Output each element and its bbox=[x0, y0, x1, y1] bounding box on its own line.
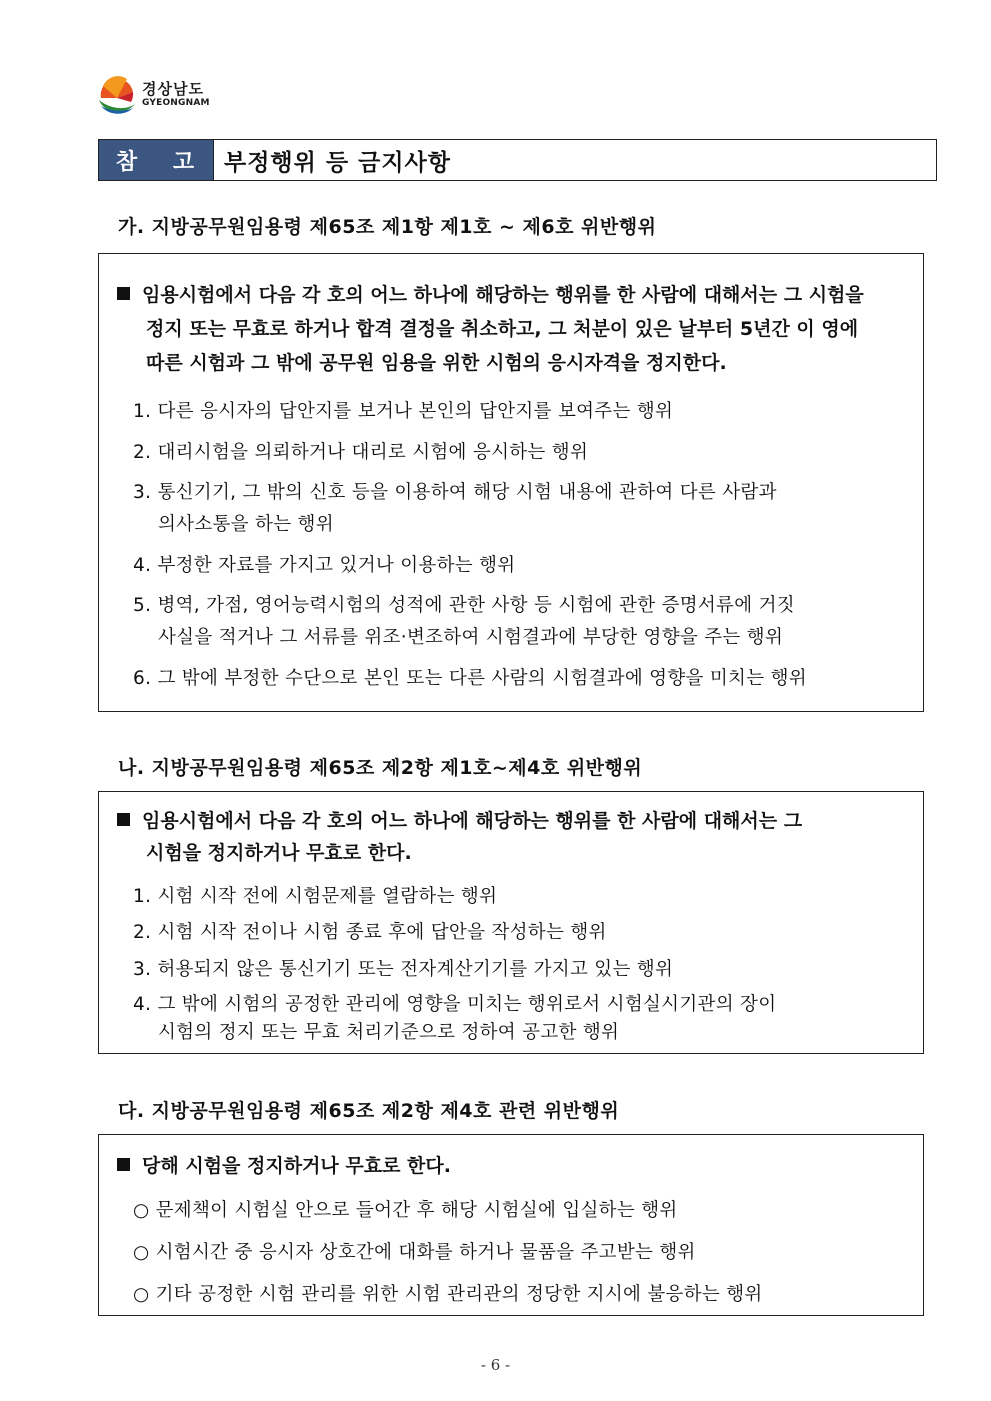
item-number: 4. bbox=[133, 994, 152, 1015]
circle-bullet-icon: ○ bbox=[133, 1200, 150, 1221]
lead-paragraph bbox=[117, 804, 802, 838]
square-bullet-icon bbox=[117, 1158, 130, 1171]
item-number: 1. bbox=[133, 401, 152, 422]
item-text: 그 밖에 시험의 공정한 관리에 영향을 미치는 행위로서 시험실시기관의 장이 bbox=[157, 994, 777, 1015]
list-item bbox=[133, 478, 777, 508]
section-heading-na: 나. 지방공무원임용령 제65조 제2항 제1호~제4호 위반행위 bbox=[118, 757, 643, 779]
list-item bbox=[133, 1196, 678, 1226]
title-bar bbox=[98, 139, 937, 181]
item-text-continued: 사실을 적거나 그 서류를 위조·변조하여 시험결과에 부당한 영향을 주는 행위 bbox=[158, 627, 784, 648]
section-heading-da: 다. 지방공무원임용령 제65조 제2항 제4호 관련 위반행위 bbox=[118, 1100, 620, 1122]
item-number: 6. bbox=[133, 668, 152, 689]
item-text: 기타 공정한 시험 관리를 위한 시험 관리관의 정당한 지시에 불응하는 행위 bbox=[155, 1284, 763, 1305]
list-item bbox=[133, 591, 795, 621]
item-text: 문제책이 시험실 안으로 들어간 후 해당 시험실에 입실하는 행위 bbox=[155, 1200, 678, 1221]
item-text: 병역, 가점, 영어능력시험의 성적에 관한 사항 등 시험에 관한 증명서류에 거짓 bbox=[157, 595, 795, 616]
lead-paragraph bbox=[117, 278, 864, 312]
item-text: 그 밖에 부정한 수단으로 본인 또는 다른 사람의 시험결과에 영향을 미치는 행위 bbox=[157, 668, 807, 689]
item-number: 4. bbox=[133, 555, 152, 576]
lead-line: 정지 또는 무효로 하거나 합격 결정을 취소하고, 그 처분이 있은 날부터 5년간 이 영에 bbox=[146, 318, 859, 340]
circle-bullet-icon: ○ bbox=[133, 1284, 150, 1305]
logo-english-text: GYEONGNAM bbox=[142, 98, 210, 108]
list-item bbox=[133, 955, 673, 985]
list-item bbox=[133, 918, 607, 948]
item-text-continued: 시험의 정지 또는 무효 처리기준으로 정하여 공고한 행위 bbox=[158, 1022, 620, 1043]
list-item bbox=[133, 438, 588, 468]
item-text: 시험 시작 전이나 시험 종료 후에 답안을 작성하는 행위 bbox=[157, 922, 607, 943]
list-item bbox=[133, 664, 807, 694]
list-item bbox=[133, 1238, 696, 1268]
item-number: 3. bbox=[133, 959, 152, 980]
item-text: 다른 응시자의 답안지를 보거나 본인의 답안지를 보여주는 행위 bbox=[157, 401, 674, 422]
list-item bbox=[133, 882, 497, 912]
item-number: 1. bbox=[133, 886, 152, 907]
section-heading-ga: 가. 지방공무원임용령 제65조 제1항 제1호 ~ 제6호 위반행위 bbox=[118, 216, 657, 238]
list-item bbox=[133, 1280, 763, 1310]
section-box-da bbox=[98, 1134, 924, 1316]
item-number: 3. bbox=[133, 482, 152, 503]
item-text-continued: 의사소통을 하는 행위 bbox=[158, 514, 334, 535]
item-text: 시험 시작 전에 시험문제를 열람하는 행위 bbox=[157, 886, 498, 907]
logo-korean-text: 경상남도 bbox=[142, 80, 204, 98]
list-item bbox=[133, 990, 776, 1020]
lead-line: 임용시험에서 다음 각 호의 어느 하나에 해당하는 행위를 한 사람에 대해서는 그 bbox=[142, 810, 803, 832]
page-number: - 6 - bbox=[480, 1356, 511, 1374]
item-text: 허용되지 않은 통신기기 또는 전자계산기기를 가지고 있는 행위 bbox=[157, 959, 674, 980]
item-text: 시험시간 중 응시자 상호간에 대화를 하거나 물품을 주고받는 행위 bbox=[155, 1242, 696, 1263]
section-box-na bbox=[98, 791, 924, 1054]
gyeongnam-logo bbox=[97, 72, 227, 118]
item-text: 통신기기, 그 밖의 신호 등을 이용하여 해당 시험 내용에 관하여 다른 사람과 bbox=[157, 482, 777, 503]
item-number: 2. bbox=[133, 442, 152, 463]
list-item bbox=[133, 397, 673, 427]
reference-tag: 참 고 bbox=[99, 140, 214, 180]
lead-line: 임용시험에서 다음 각 호의 어느 하나에 해당하는 행위를 한 사람에 대해서는 그 시험을 bbox=[142, 284, 864, 306]
item-number: 5. bbox=[133, 595, 152, 616]
square-bullet-icon bbox=[117, 287, 130, 300]
square-bullet-icon bbox=[117, 813, 130, 826]
circle-bullet-icon: ○ bbox=[133, 1242, 150, 1263]
lead-line: 당해 시험을 정지하거나 무효로 한다. bbox=[142, 1155, 451, 1177]
gyeongnam-emblem-icon bbox=[97, 72, 137, 116]
lead-paragraph bbox=[117, 1149, 451, 1183]
page-title: 부정행위 등 금지사항 bbox=[224, 149, 451, 176]
item-text: 대리시험을 의뢰하거나 대리로 시험에 응시하는 행위 bbox=[157, 442, 589, 463]
item-number: 2. bbox=[133, 922, 152, 943]
list-item bbox=[133, 551, 515, 581]
lead-line: 시험을 정지하거나 무효로 한다. bbox=[146, 842, 412, 864]
item-text: 부정한 자료를 가지고 있거나 이용하는 행위 bbox=[157, 555, 516, 576]
lead-line: 따른 시험과 그 밖에 공무원 임용을 위한 시험의 응시자격을 정지한다. bbox=[146, 352, 727, 374]
section-box-ga bbox=[98, 253, 924, 712]
